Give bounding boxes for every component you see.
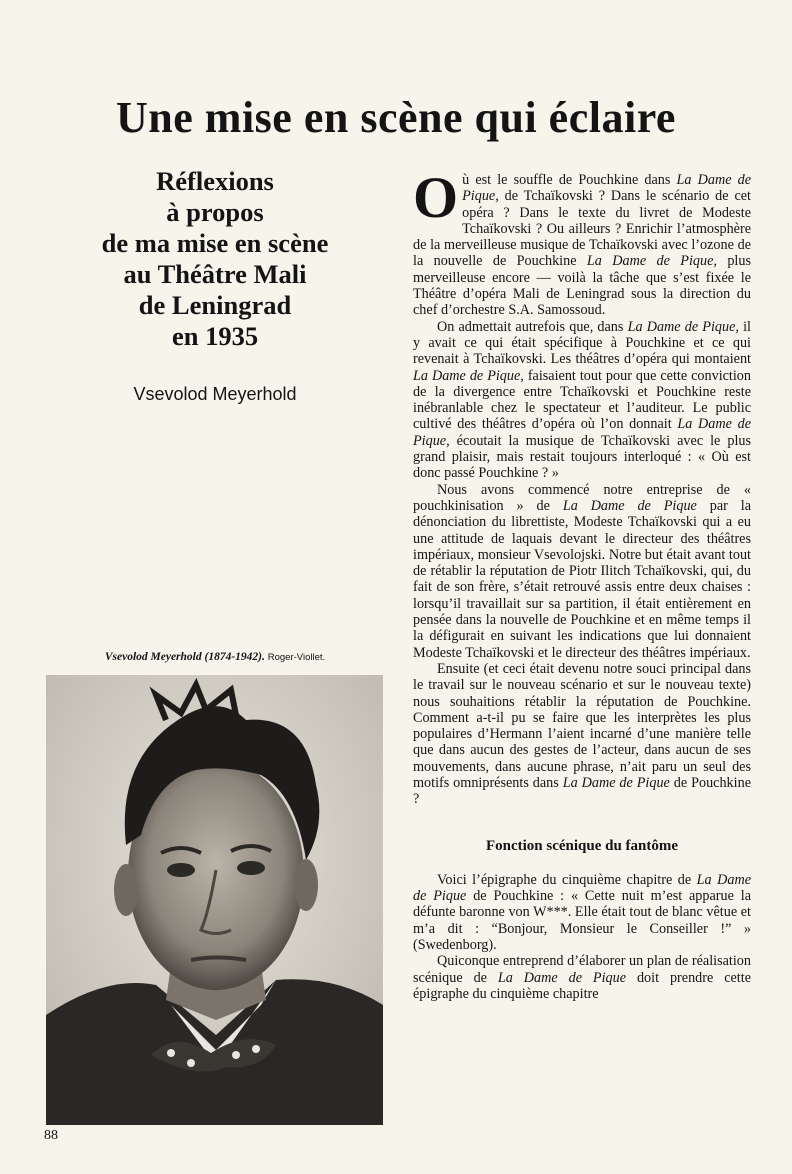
article-subtitle [40,166,390,352]
subtitle-line: de Leningrad [138,290,292,320]
caption-text: Vsevolod Meyerhold (1874-1942). [104,651,265,663]
article-body [413,165,752,1002]
article-title: Une mise en scène qui éclaire [116,93,676,142]
section-heading: Fonction scénique du fantôme [485,837,679,854]
paragraph: Où est le souffle de Pouchkine dans La Dame de Pique, de Tchaïkovski ? Dans le scénario de cet opéra ? Dans le texte du livret de Modeste Tchaïkovski ? Ou ailleurs ? Enrichir l’atmosphère de la merveilleuse musique de Tchaïkovski avec l’ozone de la nouvelle de Pouchkine La Dame de Pique, plus merveilleuse encore — voilà la tâche que s’est fixée le Théâtre d’opéra Mali de Leningrad sous la direction du chef d’orchestre S.A. Samossoud. [413,165,751,319]
subtitle-line: de ma mise en scène [101,228,329,258]
photo-caption [40,651,390,663]
paragraph: Nous avons commencé notre entreprise de « pouchkinisation » de La Dame de Pique par la dénonciation du librettiste, Modeste Tchaïkovski qui a eu une attitude de laquais devant le directeur des théâtres impériaux, monsieur Vsevolojski. Notre but était avant tout de rétablir la réputation de Piotr Ilitch Tchaïkovski, qui, du fait de son frère, s’était retrouvé assis entre deux chaises : lorsqu’il travaillait sur sa partition, il était entièrement en pensée dans la nouvelle de Pouchkine et en même temps il la défigurait en suivant les indications que lui donnaient Modeste Tchaïkovski et le directeur des théâtres impériaux. [413,481,752,661]
subtitle-line: au Théâtre Mali [123,259,307,289]
author-name: Vsevolod Meyerhold [133,384,297,404]
paragraph: Ensuite (et ceci était devenu notre souci principal dans le travail sur le nouveau scénario et sur le nouveau texte) nous souhaitions rétablir la réputation de Pouchkine. Comment a-t-il pu se faire que les interprètes les plus populaires d’Hermann l’aient incarné d’une manière telle que dans aucun des gestes de l’acteur, dans aucun de ses mouvements, dans aucune phrase, n’ait paru un seul des motifs omniprésents dans La Dame de Pique de Pouchkine ? [413,660,751,808]
paragraph: Voici l’épigraphe du cinquième chapitre de La Dame de Pique de Pouchkine : « Cette nuit m’est apparue la défunte baronne von W***. Elle était tout de blanc vêtue et m’a dit : “Bonjour, Monsieur le Conseiller !” » (Swedenborg). [413,871,751,954]
portrait-photo [46,675,383,1125]
paragraph: On admettait autrefois que, dans La Dame de Pique, il y avait ce qui était spécifique à Pouchkine et ce qui revenait à Tchaïkovski. Les théâtres d’opéra qui montaient La Dame de Pique, faisaient tout pour que cette conviction de la divergence entre Tchaïkovski et Pouchkine reste inébranlable chez le spectateur et l’auditeur. Le public cultivé des théâtres d’opéra où l’on donnait La Dame de Pique, écoutait la musique de Tchaïkovski avec le plus grand plaisir, mais restait toujours interloqué : « Où est donc passé Pouchkine ? » [413,318,751,482]
subtitle-line: Réflexions [156,166,274,196]
drop-cap: O [413,165,459,230]
paragraph: Quiconque entreprend d’élaborer un plan de réalisation scénique de La Dame de Pique doit prendre cette épigraphe du cinquième chapitre [413,953,751,1002]
page-number: 88 [44,1128,58,1143]
portrait-image [46,675,383,1125]
photo-credit: Roger-Viollet. [267,652,326,663]
subtitle-line: en 1935 [171,321,259,351]
subtitle-line: à propos [166,197,264,227]
